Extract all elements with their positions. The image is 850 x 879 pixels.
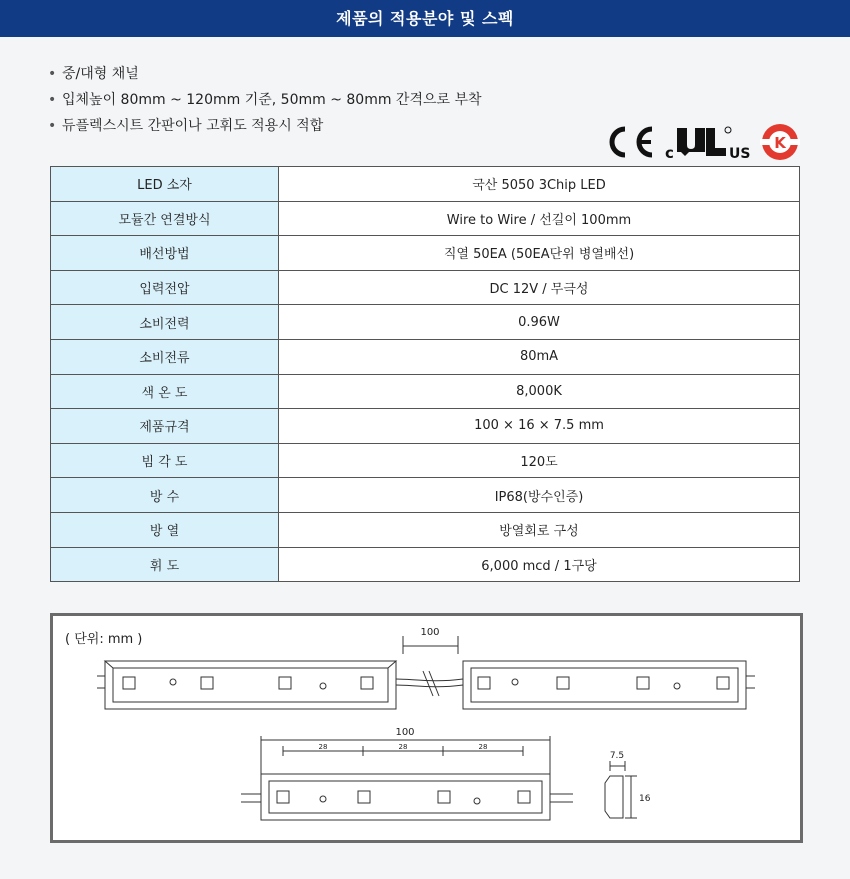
table-row — [51, 478, 800, 513]
spec-label: 모듈간 연결방식 — [51, 201, 279, 236]
kc-mark-icon — [760, 124, 800, 160]
spec-label: 색 온 도 — [51, 374, 279, 409]
dimension-drawing — [50, 613, 803, 843]
unit-label: ( 단위: mm ) — [65, 632, 143, 647]
spec-label: 방 수 — [51, 478, 279, 513]
list-item: • 입체높이 80mm ~ 120mm 기준, 50mm ~ 80mm 간격으로 부착 — [48, 92, 482, 108]
table-row — [51, 201, 800, 236]
table-row — [51, 443, 800, 478]
length-dimension-label: 100 — [395, 727, 415, 738]
table-row — [51, 374, 800, 409]
spec-value: 8,000K — [279, 374, 800, 409]
spec-label: LED 소자 — [51, 167, 279, 202]
list-item: • 중/대형 채널 — [48, 66, 139, 82]
ul-mark-icon — [665, 127, 750, 162]
spec-value: 80mA — [279, 339, 800, 374]
spec-label: 입력전압 — [51, 270, 279, 305]
list-item-text: 듀플렉스시트 간판이나 고휘도 적용시 적합 — [62, 118, 324, 134]
depth-dimension-label: 7.5 — [609, 751, 625, 761]
spec-value: IP68(방수인증) — [279, 478, 800, 513]
spec-value: DC 12V / 무극성 — [279, 270, 800, 305]
table-row — [51, 547, 800, 582]
module-drawing-svg — [53, 616, 800, 840]
spec-value: 100 × 16 × 7.5 mm — [279, 409, 800, 444]
section-title: 제품의 적용분야 및 스펙 — [0, 0, 850, 37]
table-row — [51, 270, 800, 305]
table-row — [51, 236, 800, 271]
spec-label: 제품규격 — [51, 409, 279, 444]
spec-label: 소비전류 — [51, 339, 279, 374]
spec-label: 빔 각 도 — [51, 443, 279, 478]
pitch-dimension-label: 28 — [318, 743, 328, 751]
kc-label: K — [774, 134, 786, 152]
height-dimension-label: 16 — [639, 794, 651, 804]
table-row — [51, 339, 800, 374]
ul-c-label: c — [665, 144, 674, 162]
spec-value: 방열회로 구성 — [279, 512, 800, 547]
spec-label: 방 열 — [51, 512, 279, 547]
certification-logos — [605, 122, 800, 162]
list-item-text: 중/대형 채널 — [62, 66, 139, 82]
spec-label: 소비전력 — [51, 305, 279, 340]
spec-table — [50, 166, 800, 582]
spec-value: 직열 50EA (50EA단위 병열배선) — [279, 236, 800, 271]
table-row — [51, 167, 800, 202]
spec-value: 국산 5050 3Chip LED — [279, 167, 800, 202]
spec-value: 6,000 mcd / 1구당 — [279, 547, 800, 582]
pitch-dimension-label: 28 — [398, 743, 408, 751]
list-item-text: 입체높이 80mm ~ 120mm 기준, 50mm ~ 80mm 간격으로 부착 — [62, 92, 482, 108]
list-item: • 듀플렉스시트 간판이나 고휘도 적용시 적합 — [48, 118, 324, 134]
spec-label: 배선방법 — [51, 236, 279, 271]
table-row — [51, 512, 800, 547]
spec-label: 휘 도 — [51, 547, 279, 582]
pitch-dimension-label: 28 — [478, 743, 488, 751]
spec-value: Wire to Wire / 선길이 100mm — [279, 201, 800, 236]
application-list — [48, 63, 482, 141]
spec-value: 0.96W — [279, 305, 800, 340]
ce-mark-icon — [612, 129, 652, 155]
spec-value: 120도 — [279, 443, 800, 478]
table-row — [51, 305, 800, 340]
ul-us-label: US — [729, 146, 751, 162]
table-row — [51, 409, 800, 444]
spacing-dimension-label: 100 — [420, 627, 440, 638]
